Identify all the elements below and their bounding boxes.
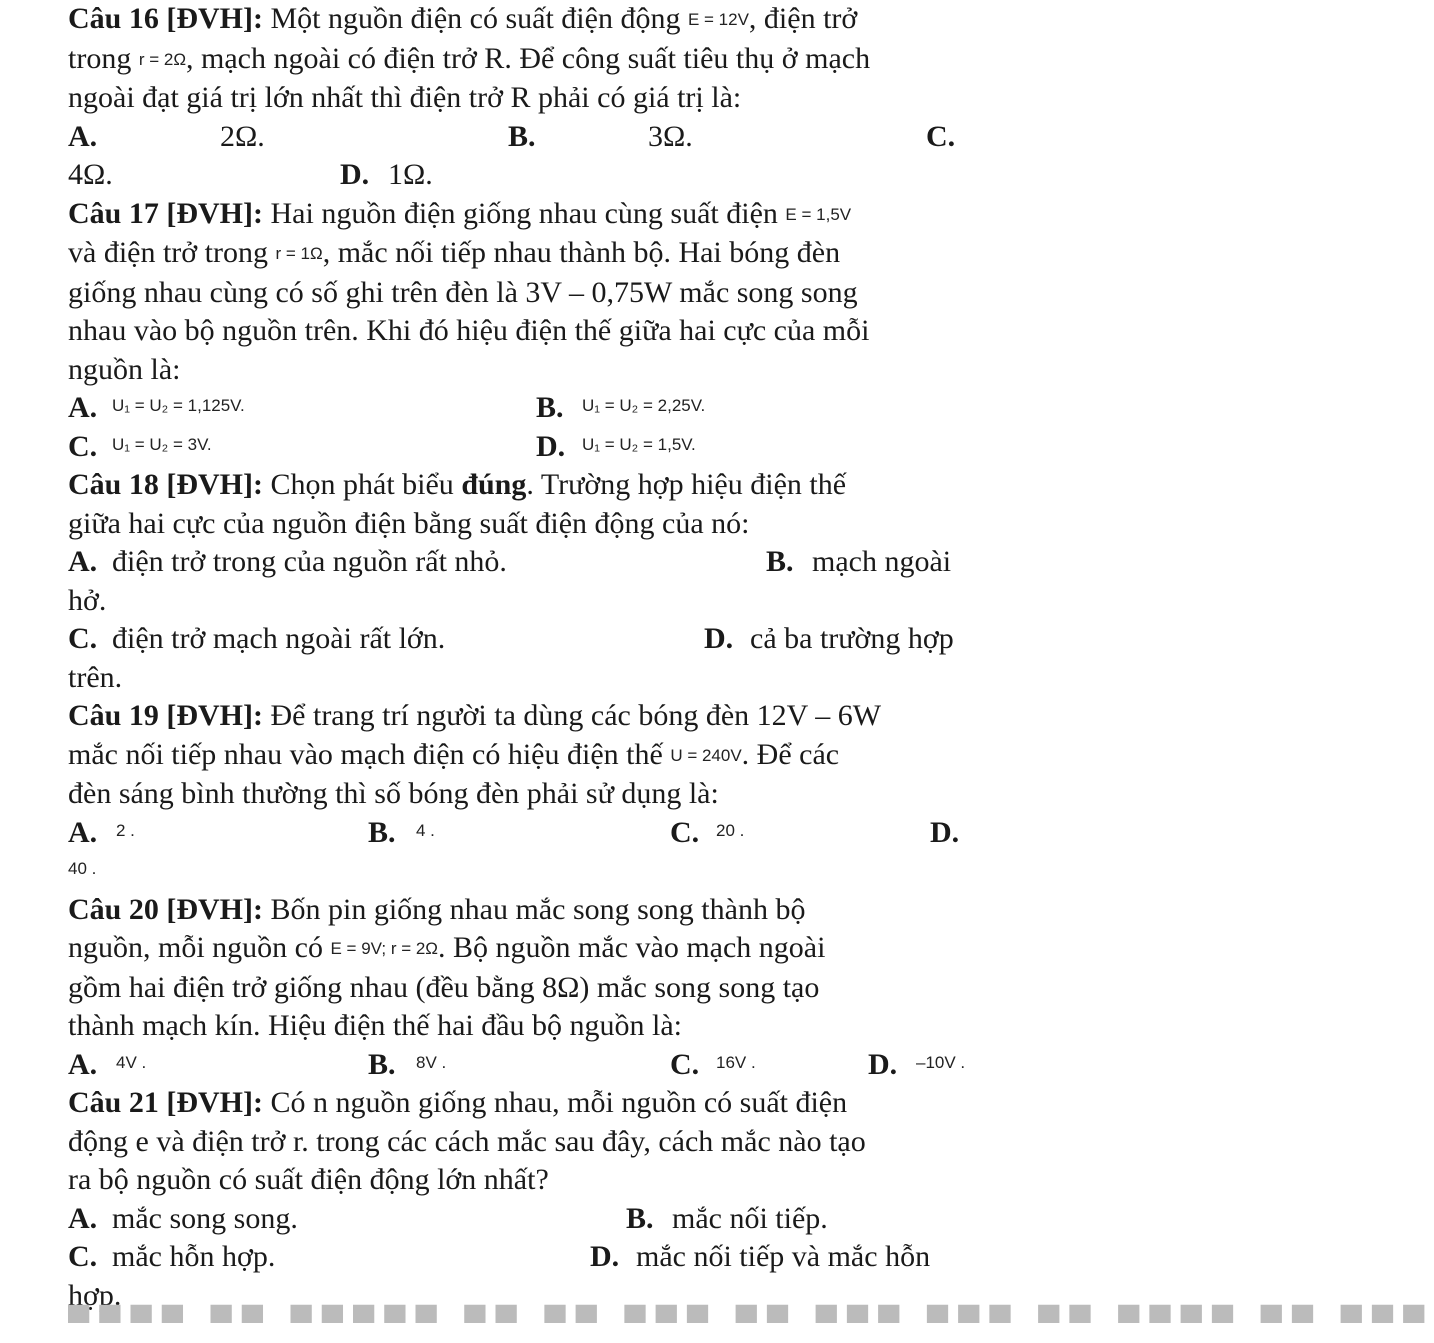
option-value: 1Ω. (388, 158, 433, 191)
option-value: điện trở mạch ngoài rất lớn. (112, 622, 446, 655)
options-row (68, 156, 976, 195)
options-row (68, 1046, 976, 1085)
option-value: mắc song song. (112, 1201, 298, 1235)
option-value: 4V . (116, 1052, 147, 1072)
option-value: 3Ω. (648, 119, 693, 153)
question-label: Câu 19 [ĐVH]: (68, 699, 263, 732)
option-value: 2 . (116, 820, 135, 840)
question-label: Câu 21 [ĐVH]: (68, 1086, 263, 1119)
option-key: C. (670, 1047, 700, 1081)
options-row (68, 389, 976, 428)
option-key: A. (68, 1201, 98, 1235)
math-inline: E = 9V; r = 2Ω (330, 939, 439, 958)
option-value: U₁ = U₂ = 2,25V. (582, 396, 706, 415)
option-value: mạch ngoài (812, 545, 952, 578)
option-value: –10V . (916, 1052, 966, 1072)
option-value: U₁ = U₂ = 3V. (112, 434, 212, 454)
question-20: Câu 20 [ĐVH]: Bốn pin giống nhau mắc song song thành bộ nguồn, mỗi nguồn có E = 9V; r = 2Ω. Bộ nguồn mắc vào mạch ngoài gồm hai điện trở giống nhau (đều bằng 8Ω) mắc song song tạo thành mạch kín. Hiệu điện thế hai đầu bộ nguồn là: A. 4V . B. 8V . C. 16V . D. –10V . (68, 891, 976, 1085)
option-key: B. (536, 391, 564, 424)
option-value: 16V . (716, 1052, 756, 1072)
option-key: D. (704, 622, 734, 655)
option-value: 8V . (416, 1052, 447, 1072)
option-key: C. (926, 119, 956, 153)
option-key: D. (930, 815, 960, 849)
question-label: Câu 20 [ĐVH]: (68, 892, 263, 926)
option-value: 40 . (68, 859, 97, 878)
option-key: D. (590, 1240, 620, 1273)
option-value: 20 . (716, 820, 745, 840)
option-key: B. (368, 1047, 396, 1081)
option-key: B. (368, 815, 396, 849)
options-row (68, 620, 976, 659)
question-label: Câu 16 [ĐVH]: (68, 2, 263, 35)
question-label: Câu 17 [ĐVH]: (68, 196, 263, 230)
math-inline: r = 2Ω (138, 49, 187, 69)
options-row (68, 428, 976, 467)
option-value: U₁ = U₂ = 1,5V. (582, 434, 696, 454)
option-value: điện trở trong của nguồn rất nhỏ. (112, 545, 507, 578)
option-key: D. (340, 158, 370, 191)
option-key: A. (68, 119, 98, 153)
question-label: Câu 18 [ĐVH]: (68, 468, 263, 501)
option-key: C. (68, 429, 98, 463)
question-17: Câu 17 [ĐVH]: Hai nguồn điện giống nhau cùng suất điện E = 1,5V và điện trở trong r = 1Ω, mắc nối tiếp nhau thành bộ. Hai bóng đèn giống nhau cùng có số ghi trên đèn là 3V – 0,75W mắc song song nhau vào bộ nguồn trên. Khi đó hiệu điện thế giữa hai cực của mỗi nguồn là: A. U₁ = U₂ = 1,125V. B. U₁ = U₂ = 2,25V. C. U₁ = U₂ = 3V. D. U₁ = U₂ = 1,5V. (68, 195, 976, 467)
option-value: mắc nối tiếp. (672, 1201, 828, 1235)
cut-off-text-line: ▀▀▀▀ ▀▀ ▀▀▀▀▀ ▀▀ ▀▀ ▀▀▀ ▀▀ ▀▀▀ ▀▀▀ ▀▀ ▀▀▀▀ ▀▀ ▀▀▀ (68, 1306, 1434, 1339)
options-row (68, 1200, 976, 1239)
options-row (68, 118, 976, 157)
math-inline: U = 240V (670, 745, 742, 765)
question-16: Câu 16 [ĐVH]: Một nguồn điện có suất điện động E = 12V, điện trở trong r = 2Ω, mạch ngoài có điện trở R. Để công suất tiêu thụ ở mạch ngoài đạt giá trị lớn nhất thì điện trở R phải có giá trị là: A. 2Ω. B. 3Ω. C. 4Ω. D. 1Ω. (68, 0, 976, 195)
math-inline: r = 1Ω (275, 244, 323, 263)
option-key: C. (670, 815, 700, 849)
question-18: Câu 18 [ĐVH]: Chọn phát biểu đúng. Trường hợp hiệu điện thế giữa hai cực của nguồn điện bằng suất điện động của nó: A. điện trở trong của nguồn rất nhỏ. B. mạch ngoài hở. C. điện trở mạch ngoài rất lớn. D. cả ba trường hợp trên. (68, 466, 976, 697)
option-key: B. (508, 119, 536, 153)
option-value: mắc hỗn hợp. (112, 1240, 276, 1273)
question-21: Câu 21 [ĐVH]: Có n nguồn giống nhau, mỗi nguồn có suất điện động e và điện trở r. trong các cách mắc sau đây, cách mắc nào tạo ra bộ nguồn có suất điện động lớn nhất? A. mắc song song. B. mắc nối tiếp. C. mắc hỗn hợp. D. mắc nối tiếp và mắc hỗn hợp. (68, 1084, 976, 1315)
question-19: Câu 19 [ĐVH]: Để trang trí người ta dùng các bóng đèn 12V – 6W mắc nối tiếp nhau vào mạch điện có hiệu điện thế U = 240V. Để các đèn sáng bình thường thì số bóng đèn phải sử dụng là: A. 2 . B. 4 . C. 20 . D. 40 . (68, 697, 976, 891)
option-key: B. (766, 545, 794, 578)
option-key: A. (68, 545, 98, 578)
option-value: cả ba trường hợp (750, 622, 954, 655)
math-inline: E = 1,5V (785, 204, 852, 224)
option-key: A. (68, 815, 98, 849)
option-value: U₁ = U₂ = 1,125V. (112, 396, 245, 415)
option-key: B. (626, 1201, 654, 1235)
option-key: A. (68, 391, 98, 424)
option-value: mắc nối tiếp và mắc hỗn (636, 1240, 931, 1273)
options-row (68, 1238, 976, 1277)
math-inline: E = 12V (687, 10, 749, 29)
option-key: D. (536, 429, 566, 463)
emphasis-text: đúng (461, 468, 527, 501)
option-key: A. (68, 1047, 98, 1081)
options-row (68, 814, 976, 853)
options-row (68, 543, 976, 582)
options-row (68, 852, 976, 891)
option-value: 2Ω. (220, 119, 265, 153)
option-key: D. (868, 1047, 898, 1081)
option-value: 4Ω. (68, 158, 113, 191)
option-key: C. (68, 622, 98, 655)
option-value: 4 . (416, 820, 435, 840)
option-key: C. (68, 1240, 98, 1273)
